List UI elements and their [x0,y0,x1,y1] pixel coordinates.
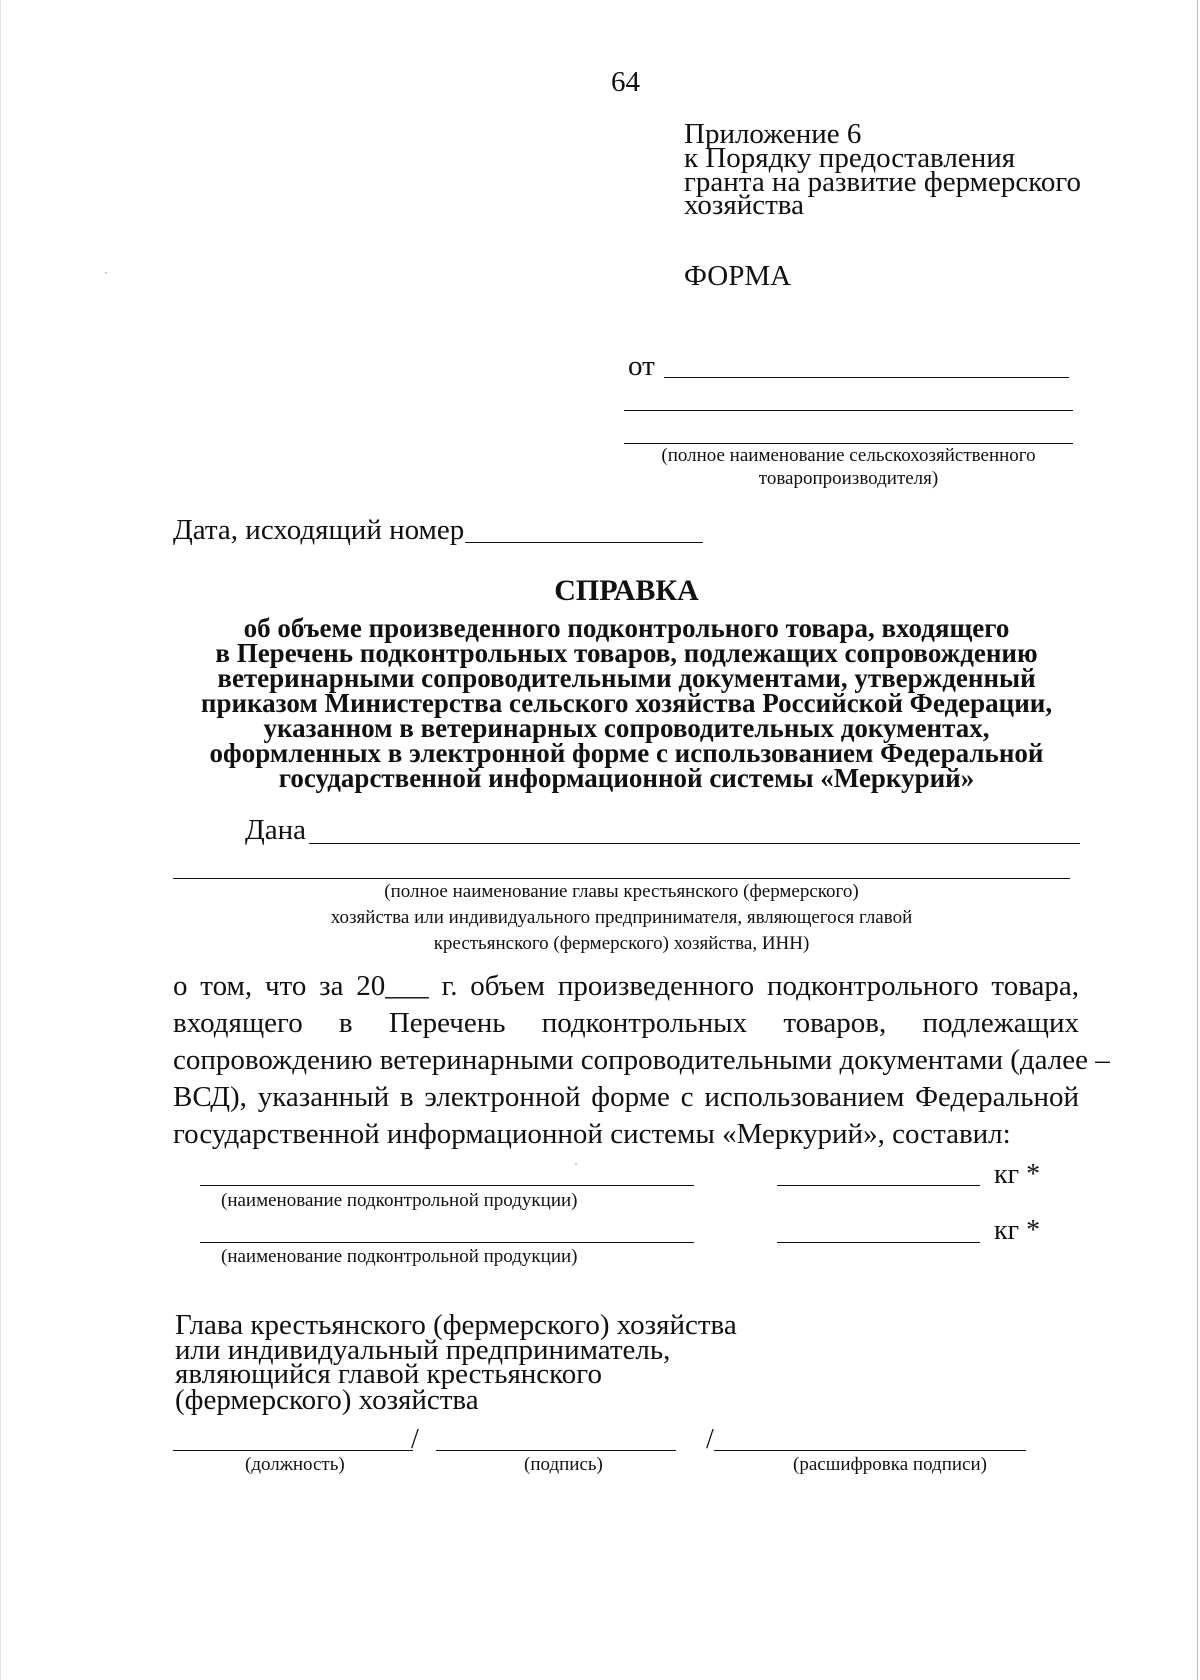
scan-edge-left [0,0,1,1680]
issued-label: Дана [245,814,307,846]
decoding-caption: (расшифровка подписи) [793,1454,987,1475]
appendix-line: Приложение 6 [684,118,862,150]
date-number-label: Дата, исходящий номер [173,514,465,546]
scan-edge-right [1197,0,1198,1680]
product-name-field-line[interactable] [200,1185,694,1186]
unit-label: кг * [994,1159,1041,1190]
separator: / [706,1424,714,1455]
position-caption: (должность) [245,1454,345,1475]
position-field-line[interactable] [173,1450,413,1451]
page-number: 64 [611,66,640,98]
form-label: ФОРМА [684,260,792,292]
appendix-line: хозяйства [684,189,804,221]
signatory-line: или индивидуальный предприниматель, [175,1334,671,1366]
product-amount-field-line[interactable] [777,1185,980,1186]
from-caption: (полное наименование сельскохозяйственного [661,445,1036,466]
from-caption: товаропроизводителя) [758,468,939,489]
separator: / [411,1424,419,1455]
scan-speck [105,272,107,274]
product-caption: (наименование подконтрольной продукции) [221,1190,578,1211]
document-title: СПРАВКА [554,574,699,607]
subtitle-line: указанном в ветеринарных сопроводительных документах, [263,713,990,743]
product-name-field-line[interactable] [200,1242,694,1243]
subtitle-line: приказом Министерства сельского хозяйства Российской Федерации, [200,688,1053,718]
appendix-line: к Порядку предоставления [684,142,1016,174]
issued-caption: (полное наименование главы крестьянского (фермерского) [384,881,859,902]
from-field-line[interactable] [624,410,1073,411]
appendix-line: гранта на развитие фермерского [684,166,1082,198]
unit-label: кг * [994,1215,1041,1246]
body-line: ВСД), указанный в электронной форме с использованием Федеральной [173,1081,1079,1113]
product-caption: (наименование подконтрольной продукции) [221,1246,578,1267]
subtitle-line: оформленных в электронной форме с использованием Федеральной [209,738,1044,768]
signature-caption: (подпись) [524,1454,603,1475]
body-line: государственной информационной системы «Меркурий», составил: [173,1118,1011,1150]
signatory-line: Глава крестьянского (фермерского) хозяйства [175,1309,737,1341]
from-field-line[interactable] [664,377,1069,378]
body-line: сопровождению ветеринарными сопроводительными документами (далее – [173,1044,1110,1076]
issued-caption: крестьянского (фермерского) хозяйства, ИНН) [433,933,810,954]
issued-caption: хозяйства или индивидуального предпринимателя, являющегося главой [330,907,913,928]
scan-speck [575,1163,577,1165]
decoding-field-line[interactable] [714,1450,1026,1451]
issued-field-line[interactable] [309,843,1080,844]
signature-field-line[interactable] [436,1450,676,1451]
date-number-field-line[interactable] [465,542,703,543]
signatory-line: (фермерского) хозяйства [175,1384,479,1416]
from-label: от [628,350,655,382]
subtitle-line: государственной информационной системы «Меркурий» [278,763,975,793]
product-amount-field-line[interactable] [777,1242,980,1243]
body-line: о том, что за 20___ г. объем произведенного подконтрольного товара, [173,970,1079,1002]
subtitle-line: об объеме произведенного подконтрольного товара, входящего [243,613,1010,643]
signatory-line: являющийся главой крестьянского [175,1358,602,1390]
subtitle-line: ветеринарными сопроводительными документами, утвержденный [217,663,1036,693]
subtitle-line: в Перечень подконтрольных товаров, подлежащих сопровождению [215,638,1038,668]
body-line: входящего в Перечень подконтрольных товаров, подлежащих [173,1007,1079,1039]
